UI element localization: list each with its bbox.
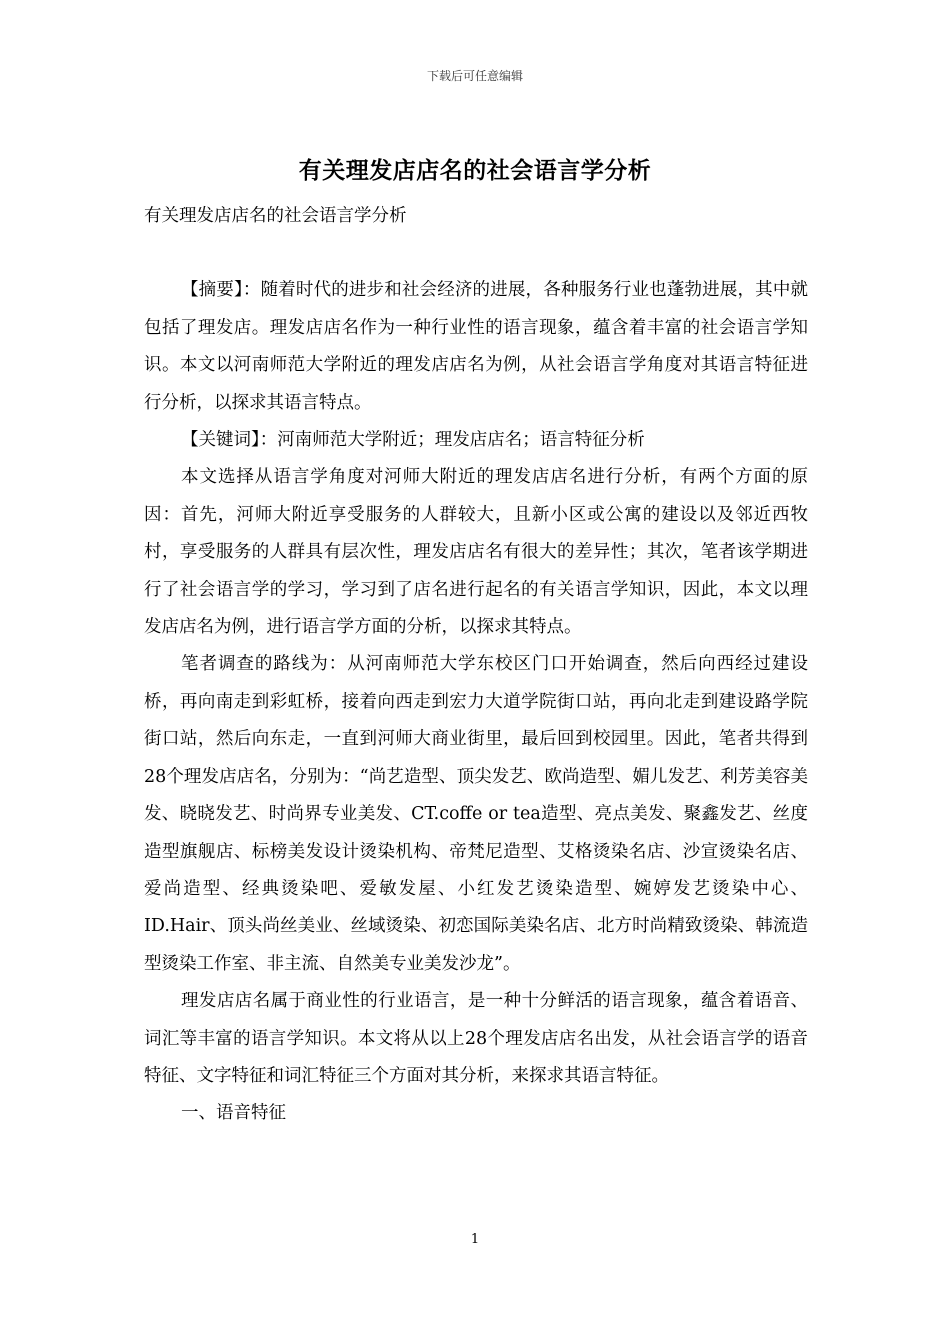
keywords-paragraph: 【关键词】：河南师范大学附近；理发店店名；语言特征分析 xyxy=(181,430,645,451)
page-header-note: 下载后可任意编辑 xyxy=(426,69,523,83)
document-title: 有关理发店店名的社会语言学分析 xyxy=(298,157,652,184)
section-heading: 一、语音特征 xyxy=(181,1103,286,1124)
body-paragraph-2: 笔者调查的路线为：从河南师范大学东校区门口开始调查，然后向西经过建设桥，再向南走到彩虹桥，接着向西走到宏力大道学院街口站，再向北走到建设路学院街口站，然后向东走，一直到河师大商业街里，最后回到校园里。因此，笔者共得到28个理发店店名，分别为：“尚艺造型、顶尖发艺、欧尚造型、媚儿发艺、利芳美容美发、晓晓发艺、时尚界专业美发、CT.coffe or tea造型、亮点美发、聚鑫发艺、丝度造型旗舰店、标榜美发设计烫染机构、帝梵尼造型、艾格烫染名店、沙宣烫染名店、爱尚造型、经典烫染吧、爱敏发屋、小红发艺烫染造型、婉婷发艺烫染中心、ID.Hair、顶头尚丝美业、丝域烫染、初恋国际美染名店、北方时尚精致烫染、韩流造型烫染工作室、非主流、自然美专业美发沙龙”。 xyxy=(144,654,808,974)
document-subtitle: 有关理发店店名的社会语言学分析 xyxy=(144,206,407,226)
body-paragraph-1: 本文选择从语言学角度对河师大附近的理发店店名进行分析，有两个方面的原因：首先，河师大附近享受服务的人群较大，且新小区或公寓的建设以及邻近西牧村，享受服务的人群具有层次性，理发店店名有很大的差异性；其次，笔者该学期进行了社会语言学的学习，学习到了店名进行起名的有关语言学知识，因此，本文以理发店店名为例，进行语言学方面的分析，以探求其特点。 xyxy=(144,467,808,638)
page-number: 1 xyxy=(470,1232,480,1247)
body-paragraph-3: 理发店店名属于商业性的行业语言，是一种十分鲜活的语言现象，蕴含着语音、词汇等丰富的语言学知识。本文将从以上28个理发店店名出发，从社会语言学的语音特征、文字特征和词汇特征三个方面对其分析，来探求其语言特征。 xyxy=(144,991,808,1086)
abstract-paragraph: 【摘要】：随着时代的进步和社会经济的进展，各种服务行业也蓬勃进展，其中就包括了理发店。理发店店名作为一种行业性的语言现象，蕴含着丰富的社会语言学知识。本文以河南师范大学附近的理发店店名为例，从社会语言学角度对其语言特征进行分析，以探求其语言特点。 xyxy=(144,280,808,413)
document-body xyxy=(144,198,808,1133)
